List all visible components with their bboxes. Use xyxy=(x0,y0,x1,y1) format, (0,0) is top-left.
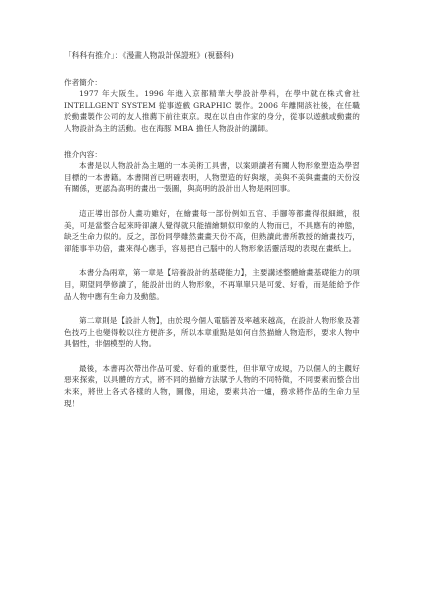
section-spacer xyxy=(64,135,360,149)
paragraph-spacer xyxy=(64,350,360,363)
document-title: 「科科有推介」：《漫畫人物設計保證班》(視藝科) xyxy=(64,51,234,60)
author-section-label: 作者簡介： xyxy=(64,77,102,87)
content-paragraph-5: 最後，本書再次帶出作品可愛、好看的重要性，但非單守成規，乃以個人的主觀好惡來探索，以具體的方式，將不同的描繪方法賦予人物的不同特徵，不同要素而整合出未來，將世上各式各樣的人物，圖像，用途，要素共冶一爐，務求將作品的生命力呈現！ xyxy=(64,363,360,408)
content-paragraph-4: 第二章則是【設計人物】，由於現今個人電腦普及率越來越高，在設計人物形象及著色技巧上也變得較以往方便許多，所以本章重點是如何自然描繪人物造形，要求人物中具個性，非個模型的人物。 xyxy=(64,316,360,349)
author-paragraph: 1977 年大阪生。1996 年進入京都精華大學設計學科，在學中就在株式會社 INTELLGENT SYSTEM 從事遊戲 GRAPHIC 製作。2006 年離開該社後，在任職於動畫製作公司的友人推薦下前往東京。現在以自由作家的身分，從事以遊戲或動畫的人物設計為主的活動。也在海豚 MBA 擔任人物設計的講師。 xyxy=(64,89,360,133)
content-paragraph-1: 本書是以人物設計為主題的一本美術工具書，以案頭讀者有關人物形象塑造為學習目標的一本書籍。本書開首已明確表明，人物塑造的好與壞，美與不美與畫畫的天份沒有關係，更認為高明的畫出一張圖，與高明的設計出人物是兩回事。 xyxy=(64,161,360,194)
document-page xyxy=(64,50,360,409)
content-section-label: 推介內容： xyxy=(64,149,102,159)
content-paragraph-2: 這正導出部份人畫功雖好，在繪畫每一部份例如五官、手腳等都畫得很細緻，很美，可是當整合起來時卻讓人覺得就只能描繪類似印象的人物而已，不具應有的神態，缺乏生命力似的。反之，部份同學雖然畫畫天份不高，但熟讀此書所教授的繪畫技巧，卻能事半功倍，畫來得心應手，容易把自己腦中的人物形象活靈活現的表現在畫紙上。 xyxy=(64,208,360,253)
paragraph-spacer xyxy=(64,302,360,315)
paragraph-spacer xyxy=(64,195,360,208)
paragraph-spacer xyxy=(64,254,360,267)
content-paragraph-3: 本書分為兩章，第一章是【培養設計的基礎能力】，主要講述整體繪畫基礎能力的項目，期望同學修讀了，能設計出的人物形象，不再單單只是可愛、好看，而是能給予作品人物中應有生命力及動態。 xyxy=(64,268,360,301)
